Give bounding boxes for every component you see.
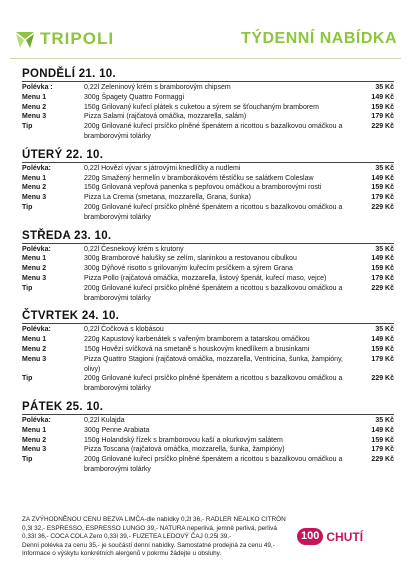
day-divider xyxy=(22,243,394,244)
menu-item-row xyxy=(22,93,394,103)
menu-item-description: Pizza La Crema (smetana, mozzarella, Grana, šunka) xyxy=(84,194,251,202)
menu-item-description: 220g Smažený hermelín v bramborákovém těstíčku se salátkem Coleslaw xyxy=(84,174,314,182)
menu-item-row xyxy=(22,426,394,436)
menu-item-row xyxy=(22,374,394,394)
menu-item-description: Pizza Salami (rajčatová omáčka, mozzarella, salám) xyxy=(84,113,247,121)
menu-item-description: Pizza Toscana (rajčatová omáčka, mozzarella, šunka, žampióny) xyxy=(84,446,285,454)
menu-item-row xyxy=(22,203,394,223)
menu-item-row xyxy=(22,455,394,475)
menu-item-label: Menu 3 xyxy=(22,355,47,363)
day-divider xyxy=(22,323,394,324)
menu-item-row xyxy=(22,445,394,455)
menu-item-label: Menu 2 xyxy=(22,436,47,444)
soup-note-text: Denní polévka za cenu 35,- je součástí denní nabídky. Samostatné prodejná za cenu 49,- xyxy=(22,541,275,549)
menu-item-row xyxy=(22,355,394,375)
menu-item-label: Menu 1 xyxy=(22,93,47,101)
brand-logo xyxy=(14,28,114,50)
100-chuti-badge xyxy=(297,528,363,545)
menu-item-label: Polévka: xyxy=(22,245,51,253)
menu-item-description: 0,22l Čočková s klobásou xyxy=(84,326,164,334)
menu-item-price: 179 Kč xyxy=(371,113,394,121)
badge-number: 100 xyxy=(297,528,323,545)
menu-item-row xyxy=(22,325,394,335)
menu-item-price: 229 Kč xyxy=(371,375,394,383)
menu-item-description: Pizza Quattro Stagioni (rajčatová omáčka, mozzarella, Ventricina, šunka, žampióny, olivy) xyxy=(84,355,343,373)
menu-item-label: Menu 3 xyxy=(22,194,47,202)
menu-item-description: 150g Hovězí svíčková na smetaně s houskovým knedlíkem a brusinkami xyxy=(84,345,310,353)
menu-item-price: 35 Kč xyxy=(375,245,394,253)
menu-item-row xyxy=(22,103,394,113)
menu-item-row xyxy=(22,264,394,274)
menu-item-row xyxy=(22,164,394,174)
menu-item-description: 200g Grilované kuřecí prsíčko plněné špenátem a ricottou s bazalkovou omáčkou a bramborovými tolárky xyxy=(84,284,343,302)
menu-item-row xyxy=(22,183,394,193)
menu-item-description: 220g Kapustový karbenátek s vařeným bramborem a tatarskou omáčkou xyxy=(84,336,310,344)
menu-item-label: Tip xyxy=(22,456,33,464)
badge-word: CHUTÍ xyxy=(326,529,364,544)
menu-item-description: 200g Grilované kuřecí prsíčko plněné špenátem a ricottou s bazalkovou omáčkou a bramborovými tolárky xyxy=(84,123,343,140)
menu-item-row xyxy=(22,193,394,203)
menu-item-price: 149 Kč xyxy=(371,255,394,263)
day-title: ÚTERÝ 22. 10. xyxy=(22,148,104,161)
menu-item-price: 149 Kč xyxy=(371,93,394,101)
day-section xyxy=(22,310,394,394)
menu-item-row xyxy=(22,174,394,184)
menu-item-description: 200g Grilované kuřecí prsíčko plněné špenátem a ricottou s bazalkovou omáčkou a bramborovými tolárky xyxy=(84,203,343,221)
menu-item-label: Menu 2 xyxy=(22,345,47,353)
menu-item-label: Menu 1 xyxy=(22,336,47,344)
menu-item-label: Polévka: xyxy=(22,164,51,172)
menu-item-row xyxy=(22,122,394,142)
menu-item-description: 150g Grilovaný kuřecí plátek s cuketou a sýrem se šťouchaným bramborem xyxy=(84,103,319,111)
menu-item-row xyxy=(22,112,394,122)
header xyxy=(0,0,411,62)
day-title: STŘEDA 23. 10. xyxy=(22,229,112,242)
day-section xyxy=(22,230,394,304)
day-title: ČTVRTEK 24. 10. xyxy=(22,310,120,323)
day-title: PONDĚLÍ 21. 10. xyxy=(22,68,116,80)
menu-item-row xyxy=(22,274,394,284)
menu-item-label: Polévka: xyxy=(22,326,51,334)
menu-item-row xyxy=(22,254,394,264)
menu-item-label: Menu 1 xyxy=(22,255,47,263)
menu-item-label: Menu 3 xyxy=(22,446,47,454)
menu-item-row xyxy=(22,245,394,255)
menu-item-label: Menu 1 xyxy=(22,174,47,182)
menu-item-price: 149 Kč xyxy=(371,426,394,434)
day-section xyxy=(22,68,394,142)
menu-item-row xyxy=(22,335,394,345)
drink-offer-text: ZA ZVÝHODNĚNOU CENU BEZVA LIMČA-dle nabídky 0,2l 36,- RADLER NEALKO CITRÓN 0,3l 32,- ESPRESSO, ESPRESSO LUNGO 39,- NATURA neperlivá, jemně perlivá, perlivá 0,33l 36,- COCA COLA Zero 0,33l 39,- FUZETEA LEDOVÝ ČAJ 0,25l 39,- xyxy=(22,516,286,541)
menu-item-label: Menu 2 xyxy=(22,184,47,192)
menu-item-row xyxy=(22,284,394,304)
tripoli-logo-icon xyxy=(14,28,36,50)
menu-item-price: 159 Kč xyxy=(371,184,394,192)
menu-item-price: 159 Kč xyxy=(371,265,394,273)
menu-item-description: 0,22l Kulajda xyxy=(84,416,125,424)
menu-item-price: 229 Kč xyxy=(371,123,394,131)
menu-item-price: 229 Kč xyxy=(371,284,394,292)
menu-item-label: Tip xyxy=(22,375,33,383)
menu-item-price: 179 Kč xyxy=(371,274,394,282)
menu-item-row xyxy=(22,436,394,446)
allergen-note-text: Informace o výskytu konkrétních alergenů v pokrmu žádejte u obsluhy. xyxy=(22,550,222,558)
menu-item-price: 159 Kč xyxy=(371,103,394,111)
page-title: TÝDENNÍ NABÍDKA xyxy=(241,30,397,47)
menu-item-description: 0,22l Hovězí vývar s játrovými knedlíčky a nudlemi xyxy=(84,164,241,172)
menu-item-description: 300g Bramborové halušky se zelím, slaninkou a restovanou cibulkou xyxy=(84,255,297,263)
menu-item-label: Tip xyxy=(22,203,33,211)
menu-item-label: Menu 1 xyxy=(22,426,47,434)
menu-item-description: 150g Holandský řízek s bramborovou kaší a okurkovým salátem xyxy=(84,436,283,444)
menu-item-label: Menu 3 xyxy=(22,274,47,282)
menu-item-price: 179 Kč xyxy=(371,194,394,202)
menu-item-label: Menu 3 xyxy=(22,113,47,121)
menu-item-price: 149 Kč xyxy=(371,174,394,182)
menu-item-description: 0,22l Zeleninový krém s bramborovým chipsem xyxy=(84,84,231,91)
weekly-menu xyxy=(22,68,394,482)
menu-item-row xyxy=(22,83,394,93)
menu-item-price: 35 Kč xyxy=(375,326,394,334)
brand-name: TRIPOLI xyxy=(40,29,115,48)
menu-item-label: Polévka: xyxy=(22,416,51,424)
menu-item-description: 200g Grilované kuřecí prsíčko plněné špenátem a ricottou s bazalkovou omáčkou a bramborovými tolárky xyxy=(84,456,343,473)
menu-item-label: Menu 2 xyxy=(22,103,47,111)
menu-item-price: 229 Kč xyxy=(371,456,394,464)
menu-item-description: 300g Penne Arabiata xyxy=(84,426,150,434)
menu-item-price: 35 Kč xyxy=(375,416,394,424)
day-divider xyxy=(22,81,394,82)
menu-item-price: 35 Kč xyxy=(375,164,394,172)
menu-item-label: Polévka : xyxy=(22,84,53,91)
menu-item-price: 179 Kč xyxy=(371,355,394,363)
menu-item-price: 159 Kč xyxy=(371,345,394,353)
header-divider xyxy=(10,58,401,59)
menu-item-description: 300g Špagety Quattro Formaggi xyxy=(84,93,185,101)
menu-item-price: 159 Kč xyxy=(371,436,394,444)
day-title: PÁTEK 25. 10. xyxy=(22,400,104,413)
day-section xyxy=(22,401,394,475)
menu-item-description: 200g Grilované kuřecí prsíčko plněné špenátem a ricottou s bazalkovou omáčkou a bramborovými tolárky xyxy=(84,375,343,393)
menu-item-description: 150g Grilovaná vepřová panenka s pepřovou omáčkou a bramborovými rosti xyxy=(84,184,322,192)
menu-item-price: 149 Kč xyxy=(371,336,394,344)
footer-info xyxy=(22,516,292,559)
day-divider xyxy=(22,414,394,415)
menu-item-description: 0,22l Česnekový krém s krutony xyxy=(84,245,184,253)
day-divider xyxy=(22,162,394,163)
menu-item-row xyxy=(22,416,394,426)
menu-item-price: 35 Kč xyxy=(375,84,394,91)
menu-item-label: Menu 2 xyxy=(22,265,47,273)
menu-item-description: 300g Dýňové risotto s grilovaným kuřecím prsíčkem a sýrem Grana xyxy=(84,265,293,273)
menu-item-row xyxy=(22,345,394,355)
day-section xyxy=(22,149,394,223)
menu-item-label: Tip xyxy=(22,284,33,292)
menu-item-price: 229 Kč xyxy=(371,203,394,211)
menu-item-description: Pizza Pollo (rajčatová omáčka, mozzarella, listový špenát, kuřecí maso, vejce) xyxy=(84,274,327,282)
menu-item-price: 179 Kč xyxy=(371,446,394,454)
menu-item-label: Tip xyxy=(22,123,33,131)
